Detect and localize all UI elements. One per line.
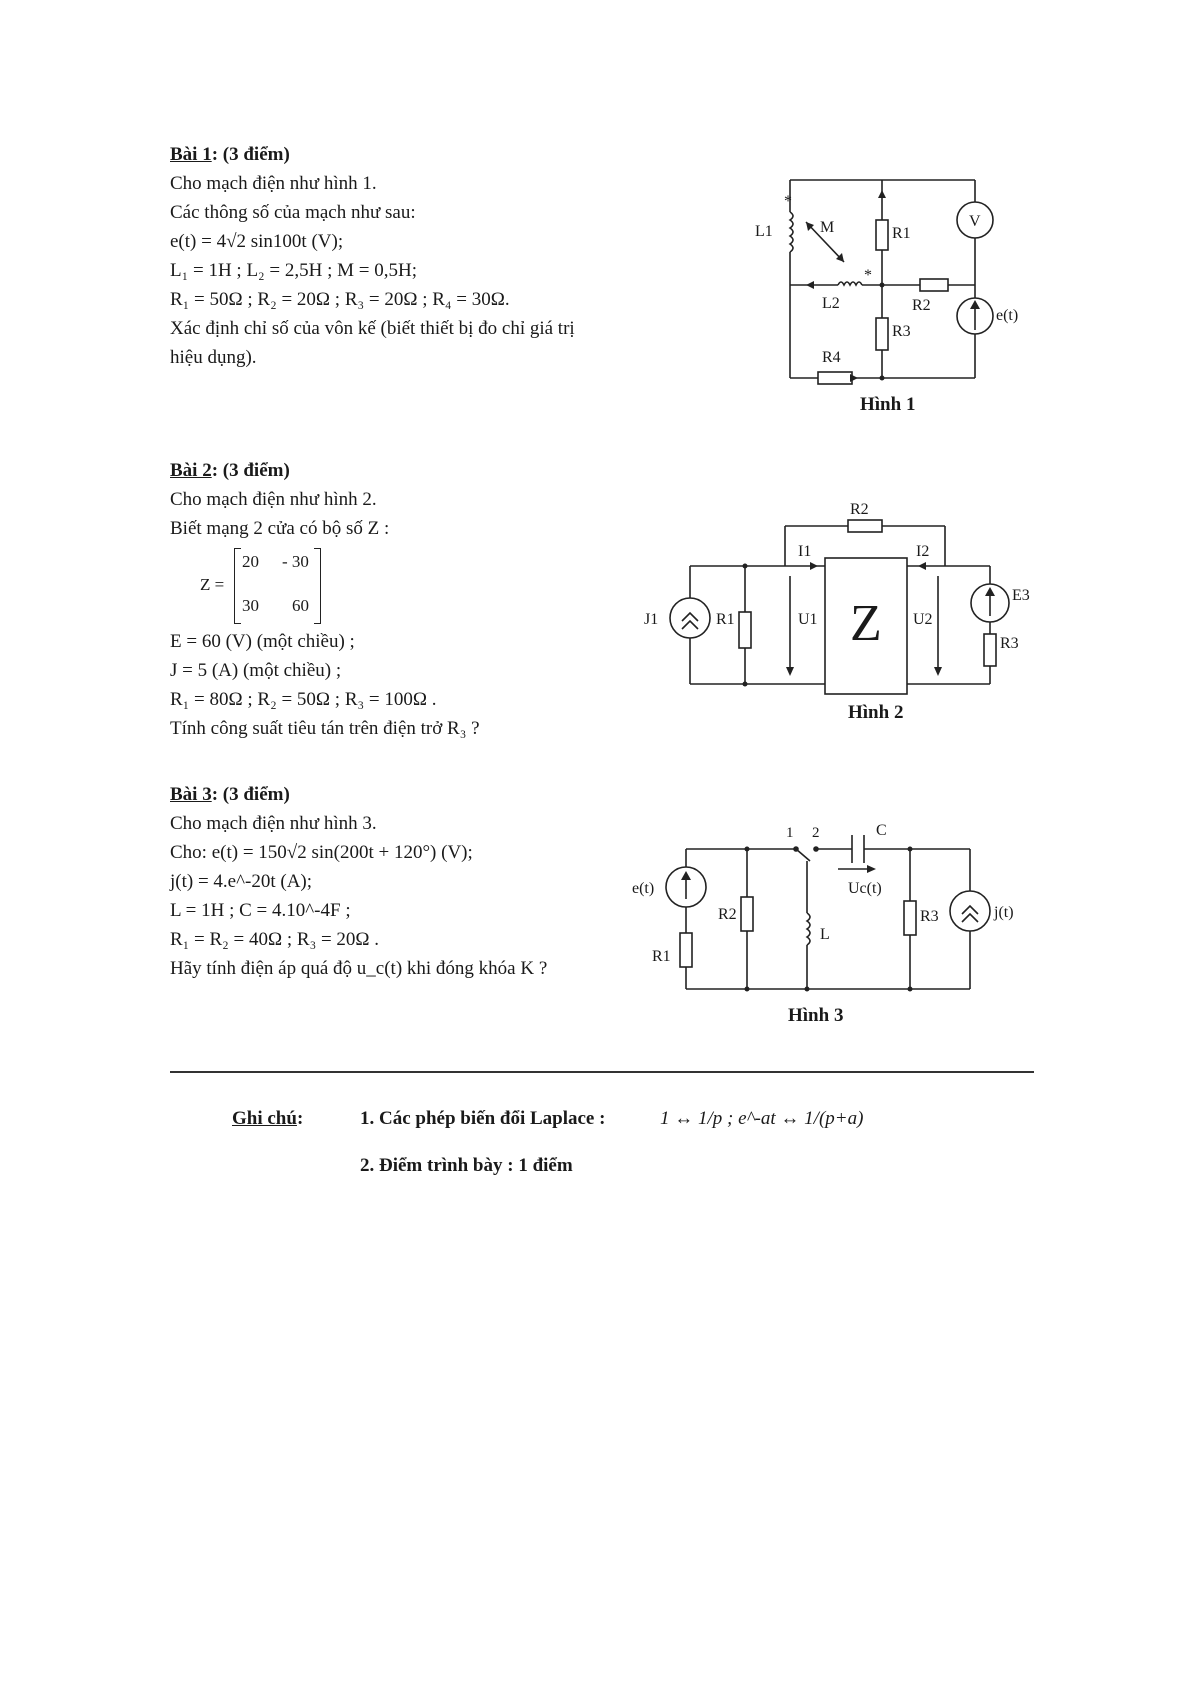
figure-3-label-r2: R2 bbox=[718, 906, 737, 923]
problem-2-e: E = 60 (V) (một chiều) ; bbox=[170, 631, 355, 652]
figure-3-label-r1: R1 bbox=[652, 948, 671, 965]
figure-2-label-z: Z bbox=[850, 595, 882, 652]
figure-3 bbox=[630, 815, 1040, 1015]
figure-2-label-i2: I2 bbox=[916, 543, 930, 560]
problem-1-question-b: hiệu dụng). bbox=[170, 347, 257, 368]
problem-1-question-a: Xác định chỉ số của vôn kế (biết thiết bị đo chỉ giá trị bbox=[170, 318, 575, 339]
figure-2-label-r1: R1 bbox=[716, 611, 735, 628]
figure-2-label-r3: R3 bbox=[1000, 635, 1019, 652]
problem-3-current: j(t) = 4.e^-20t (A); bbox=[170, 871, 313, 892]
figure-1-caption: Hình 1 bbox=[860, 394, 916, 415]
figure-1-label-e: e(t) bbox=[996, 307, 1019, 324]
problem-3-header bbox=[170, 780, 547, 809]
figure-3-caption: Hình 3 bbox=[788, 1005, 844, 1026]
z-matrix bbox=[200, 548, 330, 624]
problem-2-values bbox=[170, 627, 480, 743]
problem-1-header bbox=[170, 140, 575, 169]
z22: 60 bbox=[292, 596, 309, 615]
figure-2-label-i1: I1 bbox=[798, 543, 812, 560]
figure-3-label-l: L bbox=[820, 926, 830, 943]
figure-1-label-r4: R4 bbox=[822, 349, 841, 366]
problem-2 bbox=[170, 456, 389, 543]
z21: 30 bbox=[242, 596, 259, 615]
figure-1-voltmeter: V bbox=[969, 213, 981, 230]
figure-3-label-r3: R3 bbox=[920, 908, 939, 925]
z-matrix-bracket-right bbox=[314, 548, 321, 624]
problem-2-title: Bài 2 bbox=[170, 460, 212, 481]
figure-2-label-j1: J1 bbox=[644, 611, 659, 628]
note-2: 2. Điểm trình bày : 1 điểm bbox=[360, 1155, 573, 1176]
figure-2-label-e3: E3 bbox=[1012, 587, 1030, 604]
problem-2-line2: Biết mạng 2 cửa có bộ số Z : bbox=[170, 518, 390, 539]
problem-2-header bbox=[170, 456, 389, 485]
figure-1-label-r1: R1 bbox=[892, 225, 911, 242]
notes-label-colon: : bbox=[296, 1108, 304, 1129]
note-1-formula: 1 ↔ 1/p ; e^-at ↔ 1/(p+a) bbox=[660, 1108, 864, 1129]
z11: 20 bbox=[242, 552, 259, 571]
problem-3-lc: L = 1H ; C = 4.10^-4F ; bbox=[170, 900, 351, 921]
problem-2-resistances: R₁ = 80Ω ; R₂ = 50Ω ; R₃ = 100Ω . bbox=[170, 689, 437, 710]
divider bbox=[170, 1071, 1034, 1073]
figure-1-label-l2: L2 bbox=[822, 295, 840, 312]
problem-2-line1: Cho mạch điện như hình 2. bbox=[170, 489, 377, 510]
problem-1-title: Bài 1 bbox=[170, 144, 212, 165]
figure-2-caption: Hình 2 bbox=[848, 702, 904, 723]
note-1-text: 1. Các phép biến đổi Laplace : bbox=[360, 1108, 606, 1129]
problem-1-resistances: R₁ = 50Ω ; R₂ = 20Ω ; R₃ = 20Ω ; R₄ = 30Ω. bbox=[170, 289, 510, 310]
figure-3-label-uc: Uc(t) bbox=[848, 880, 882, 897]
figure-3-label-j: j(t) bbox=[994, 904, 1014, 921]
problem-3-title: Bài 3 bbox=[170, 784, 212, 805]
figure-3-node-1: 1 bbox=[786, 825, 794, 841]
notes-label-text: Ghi chú bbox=[232, 1108, 297, 1129]
problem-1-points: : (3 điểm) bbox=[211, 144, 290, 165]
figure-2 bbox=[640, 490, 1040, 710]
problem-2-points: : (3 điểm) bbox=[211, 460, 290, 481]
figure-2-label-u2: U2 bbox=[913, 611, 933, 628]
notes-label bbox=[232, 1108, 303, 1130]
figure-1-label-r3: R3 bbox=[892, 323, 911, 340]
problem-3-line1: Cho mạch điện như hình 3. bbox=[170, 813, 377, 834]
figure-3-node-2: 2 bbox=[812, 825, 820, 841]
figure-1-dot-l2: * bbox=[864, 267, 872, 284]
problem-3-emf: Cho: e(t) = 150√2 sin(200t + 120°) (V); bbox=[170, 842, 473, 863]
problem-3-question: Hãy tính điện áp quá độ u_c(t) khi đóng khóa K ? bbox=[170, 958, 548, 979]
figure-2-label-r2: R2 bbox=[850, 501, 869, 518]
figure-3-label-e: e(t) bbox=[632, 880, 655, 897]
figure-3-label-c: C bbox=[876, 822, 887, 839]
figure-1-label-l1: L1 bbox=[755, 223, 773, 240]
z-matrix-label: Z = bbox=[200, 575, 225, 594]
figure-1-label-m: M bbox=[820, 219, 835, 236]
figure-1 bbox=[750, 170, 1050, 400]
problem-3-points: : (3 điểm) bbox=[211, 784, 290, 805]
figure-2-label-u1: U1 bbox=[798, 611, 818, 628]
problem-2-question: Tính công suất tiêu tán trên điện trở R₃ ? bbox=[170, 718, 480, 739]
problem-1-inductances: L₁ = 1H ; L₂ = 2,5H ; M = 0,5H; bbox=[170, 260, 417, 281]
problem-1-line1: Cho mạch điện như hình 1. bbox=[170, 173, 377, 194]
problem-3 bbox=[170, 780, 547, 983]
figure-1-dot-l1: * bbox=[784, 193, 792, 210]
problem-1-emf: e(t) = 4√2 sin100t (V); bbox=[170, 231, 344, 252]
z12: - 30 bbox=[282, 552, 309, 571]
problem-1 bbox=[170, 140, 575, 372]
z-matrix-bracket-left bbox=[234, 548, 241, 624]
problem-1-line2: Các thông số của mạch như sau: bbox=[170, 202, 416, 223]
figure-1-label-r2: R2 bbox=[912, 297, 931, 314]
problem-3-resistances: R₁ = R₂ = 40Ω ; R₃ = 20Ω . bbox=[170, 929, 380, 950]
problem-2-j: J = 5 (A) (một chiều) ; bbox=[170, 660, 342, 681]
